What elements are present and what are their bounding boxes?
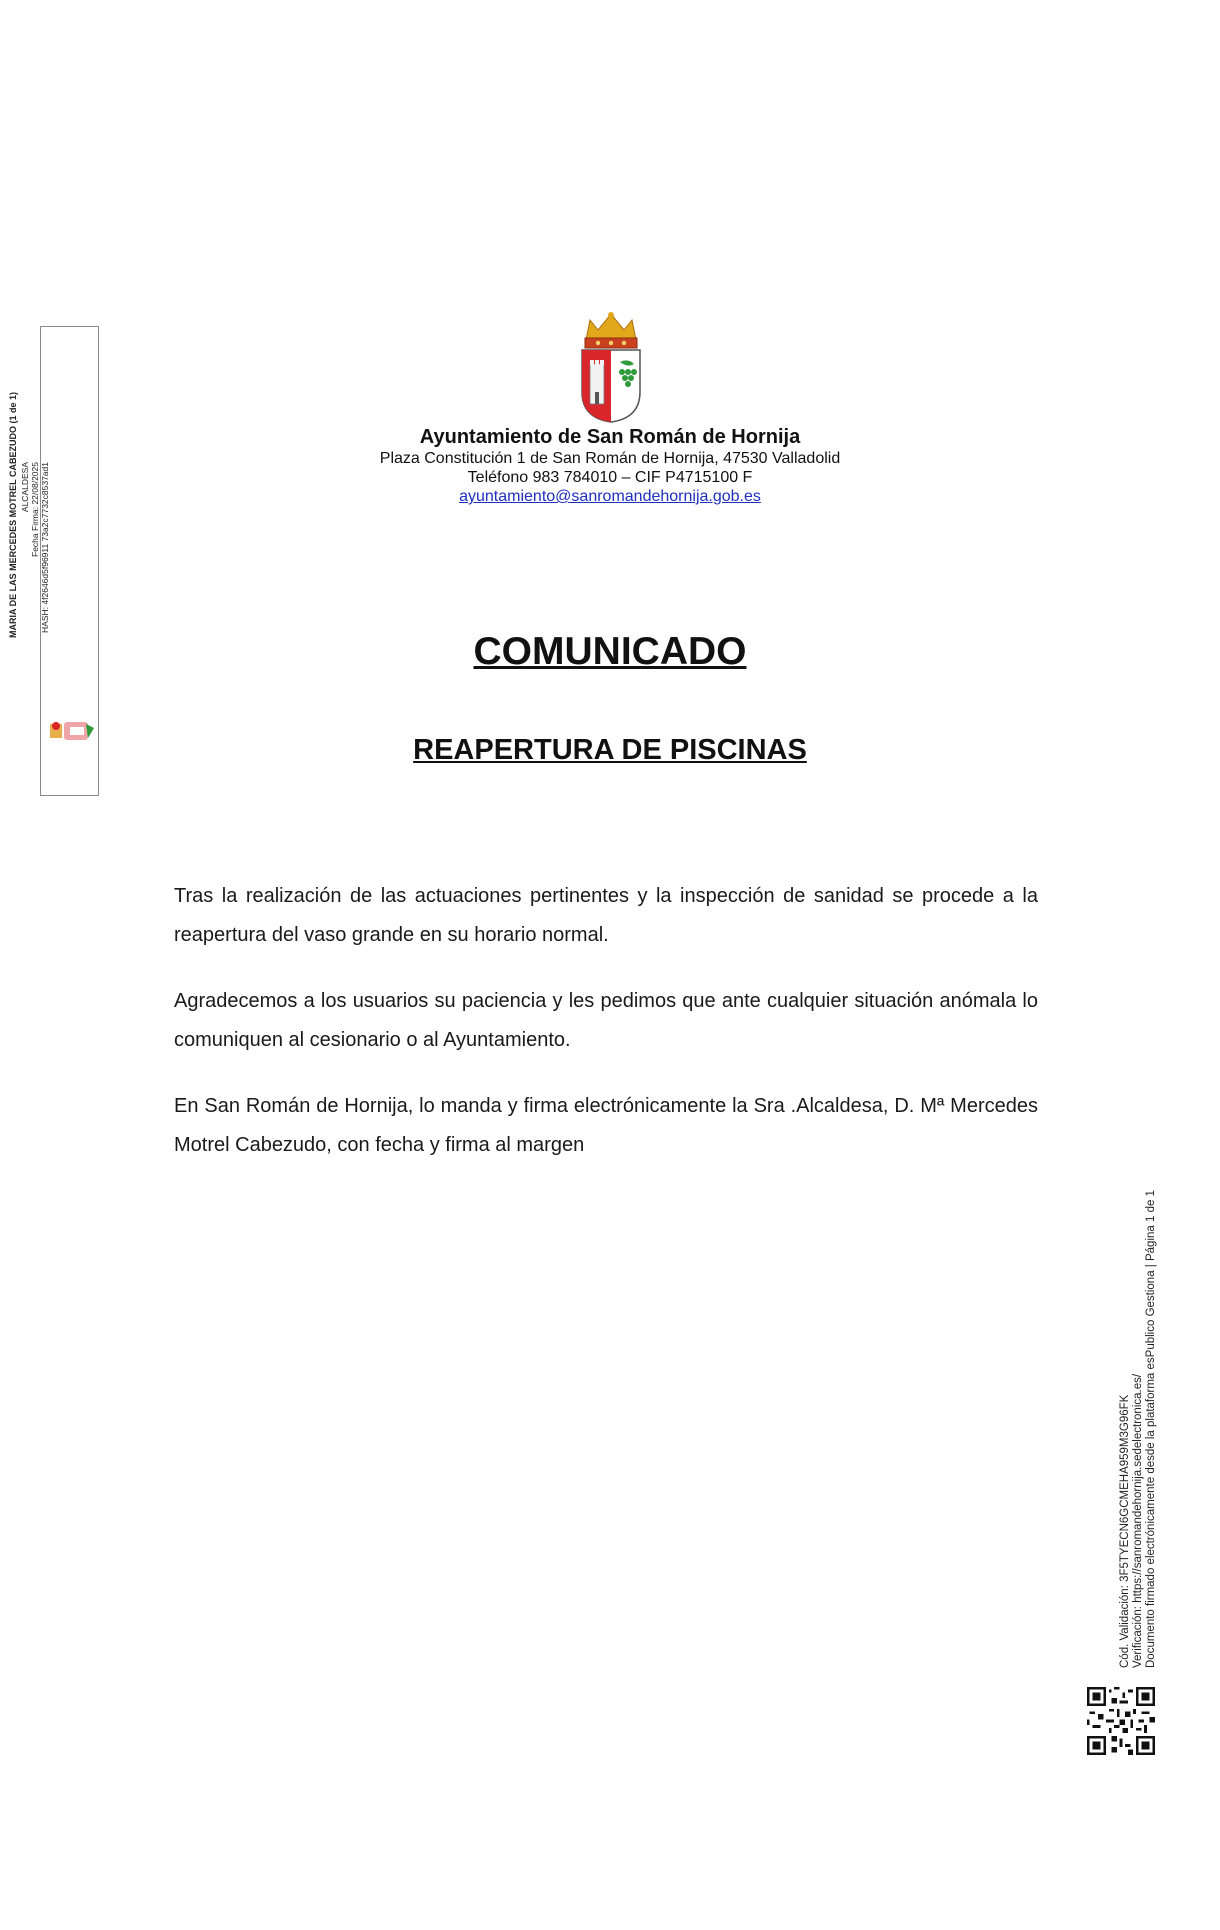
qr-code-icon [1087,1687,1155,1755]
coat-of-arms-icon [576,312,646,424]
organization-phone: Teléfono 983 784010 – CIF P4715100 F [467,469,753,486]
verification-url: Verificación: https://sanromandehornija.sedelectronica.es/ [1132,1373,1144,1668]
signer-name: MARIA DE LAS MERCEDES MOTREL CABEZUDO (1 de 1) [8,392,18,639]
signature-date: Fecha Firma: 22/08/2025 [30,462,40,557]
signature-hash: HASH: 4f2646d5f96911 73a2c7732c8537ad1 [40,462,50,633]
validation-code: Cód. Validación: 3F5TYECN6GCMEHA959M3G96FK [1119,1394,1131,1668]
document-subtitle: REAPERTURA DE PISCINAS [413,734,807,766]
body-paragraph: Tras la realización de las actuaciones pertinentes y la inspección de sanidad se procede a la reapertura del vaso grande en su horario normal. [174,885,1038,946]
signer-role: ALCALDESA [20,462,30,513]
signature-logo-icon [48,716,98,746]
organization-address: Plaza Constitución 1 de San Román de Hornija, 47530 Valladolid [379,450,841,467]
body-paragraph: Agradecemos a los usuarios su paciencia y les pedimos que ante cualquier situación anómala lo comuniquen al cesionario o al Ayuntamiento. [174,990,1038,1051]
organization-name: Ayuntamiento de San Román de Hornija [419,426,801,448]
body-paragraph: En San Román de Hornija, lo manda y firma electrónicamente la Sra .Alcaldesa, D. Mª Mercedes Motrel Cabezudo, con fecha y firma al margen [174,1095,1038,1156]
document-title: COMUNICADO [473,630,747,673]
organization-email-link[interactable]: ayuntamiento@sanromandehornija.gob.es [459,488,761,505]
platform-note: Documento firmado electrónicamente desde la plataforma esPublico Gestiona | Página 1 de 1 [1145,1190,1157,1668]
